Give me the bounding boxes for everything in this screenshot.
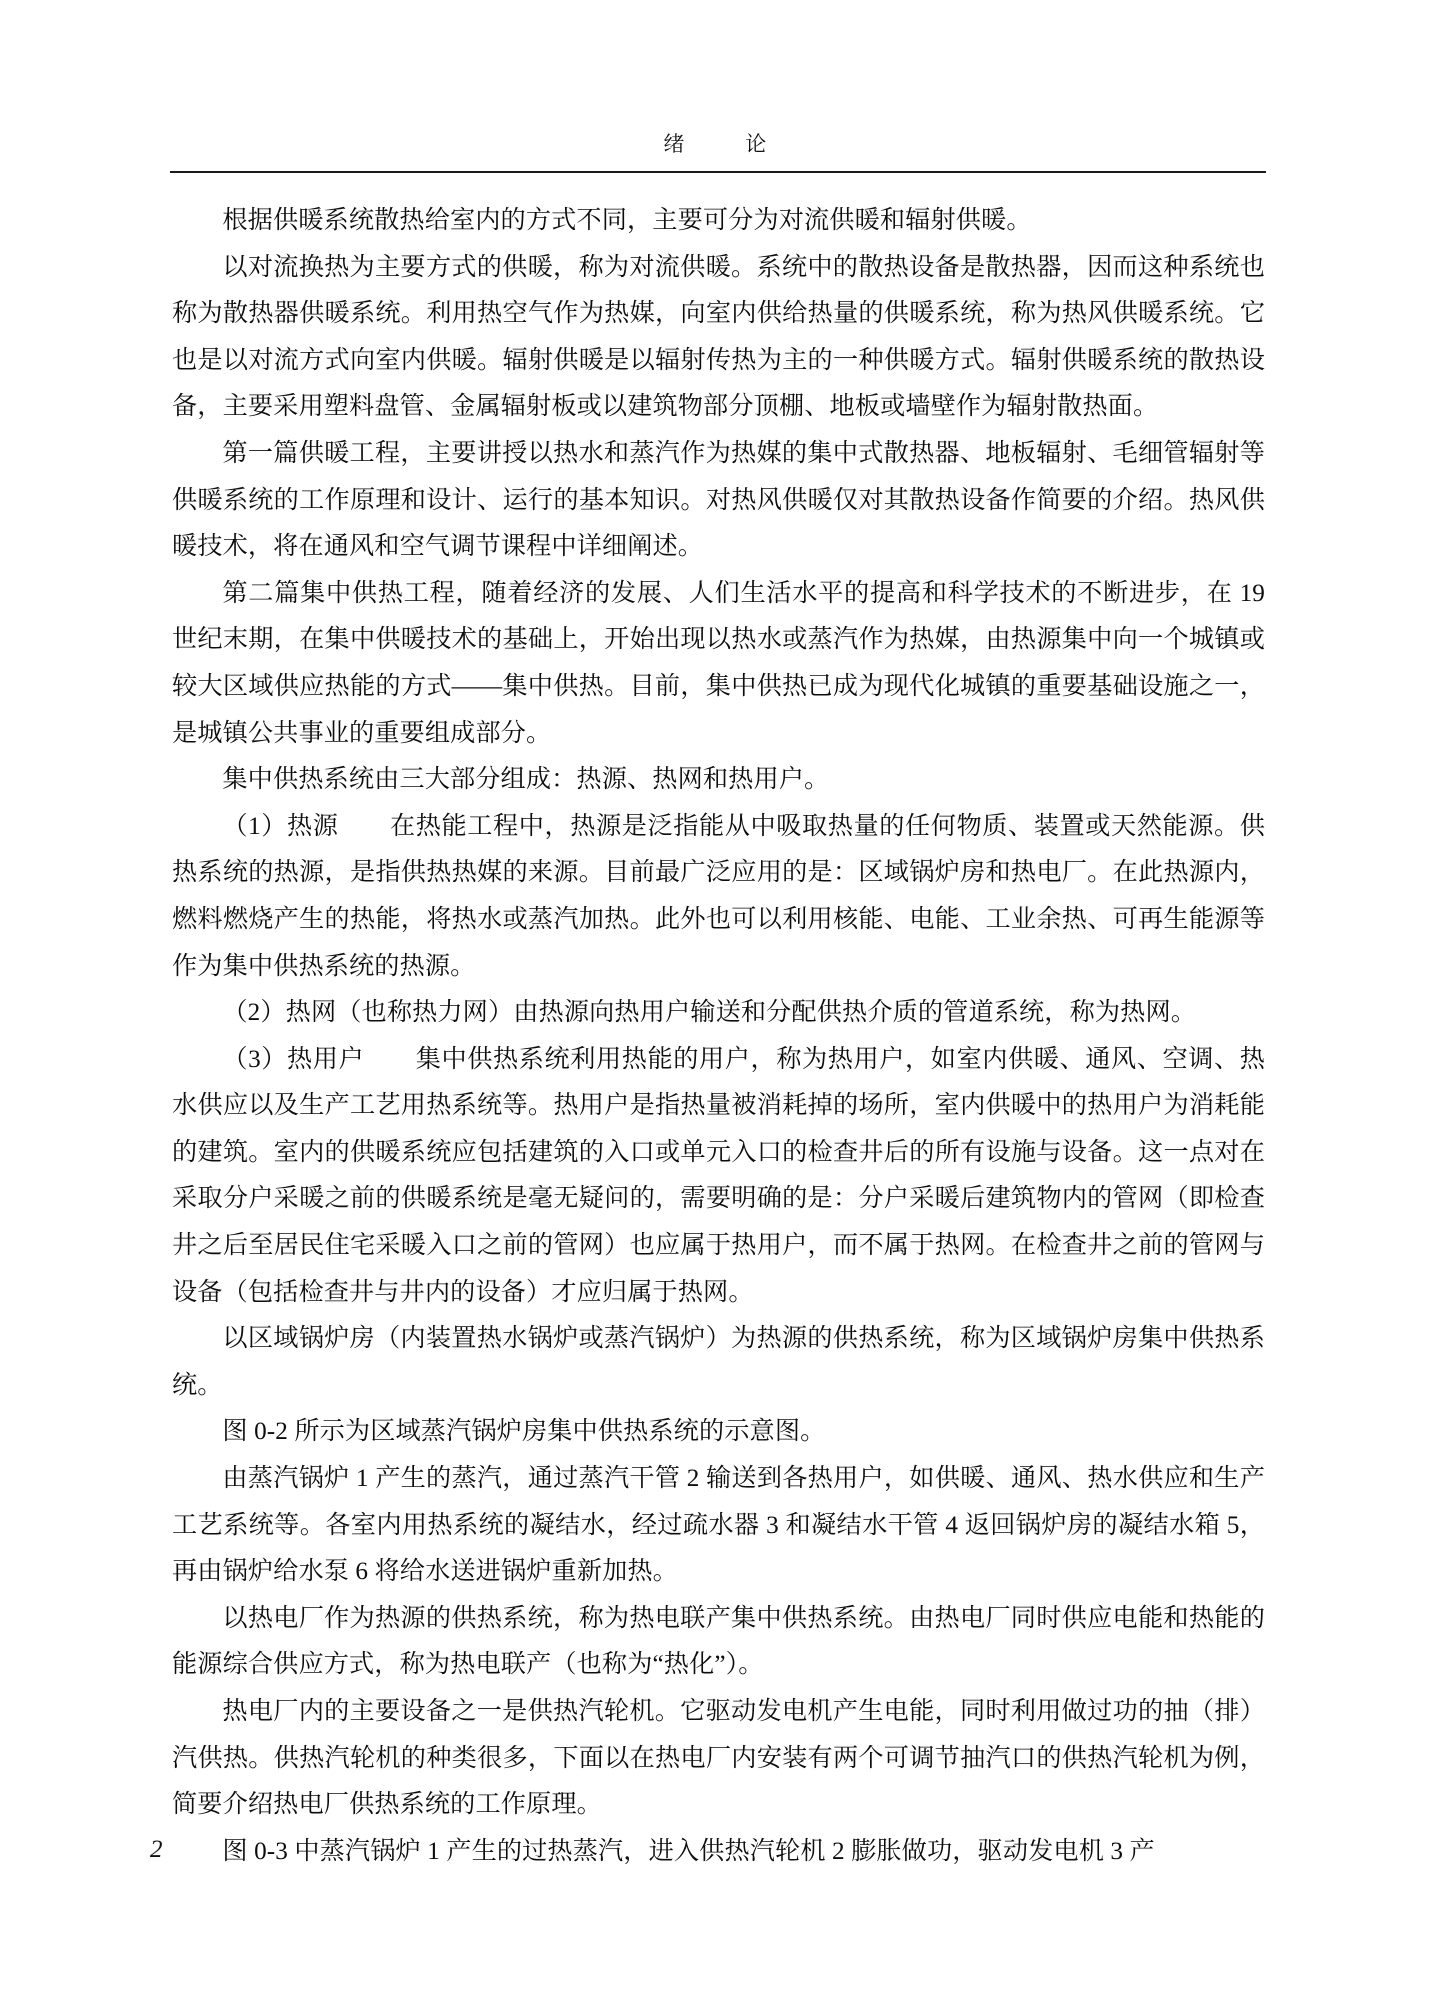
paragraph-2: 以对流换热为主要方式的供暖，称为对流供暖。系统中的散热设备是散热器，因而这种系统也称为散热器供暖系统。利用热空气作为热媒，向室内供给热量的供暖系统，称为热风供暖系统。它也是以对流方式向室内供暖。辐射供暖是以辐射传热为主的一种供暖方式。辐射供暖系统的散热设备，主要采用塑料盘管、金属辐射板或以建筑物部分顶棚、地板或墙壁作为辐射散热面。 — [172, 253, 1265, 421]
body-text-column — [172, 198, 1265, 1875]
paragraph-3: 第一篇供暖工程，主要讲授以热水和蒸汽作为热媒的集中式散热器、地板辐射、毛细管辐射等供暖系统的工作原理和设计、运行的基本知识。对热风供暖仅对其散热设备作简要的介绍。热风供暖技术，将在通风和空气调节课程中详细阐述。 — [172, 439, 1265, 561]
paragraph-4: 第二篇集中供热工程，随着经济的发展、人们生活水平的提高和科学技术的不断进步，在 19 世纪末期，在集中供暖技术的基础上，开始出现以热水或蒸汽作为热媒，由热源集中向一个城镇或较大区域供应热能的方式——集中供热。目前，集中供热已成为现代化城镇的重要基础设施之一，是城镇公共事业的重要组成部分。 — [172, 579, 1265, 747]
paragraph-13: 热电厂内的主要设备之一是供热汽轮机。它驱动发电机产生电能，同时利用做过功的抽（排）汽供热。供热汽轮机的种类很多，下面以在热电厂内安装有两个可调节抽汽口的供热汽轮机为例，简要介绍热电厂供热系统的工作原理。 — [172, 1698, 1265, 1819]
paragraph-9: 以区域锅炉房（内装置热水锅炉或蒸汽锅炉）为热源的供热系统，称为区域锅炉房集中供热系统。 — [172, 1325, 1265, 1399]
paragraph-12: 以热电厂作为热源的供热系统，称为热电联产集中供热系统。由热电厂同时供应电能和热能的能源综合供应方式，称为热电联产（也称为“热化”）。 — [172, 1604, 1265, 1679]
paragraph-11: 由蒸汽锅炉 1 产生的蒸汽，通过蒸汽干管 2 输送到各热用户，如供暖、通风、热水供应和生产工艺系统等。各室内用热系统的凝结水，经过疏水器 3 和凝结水干管 4 返回锅炉房的凝结水箱 5，再由锅炉给水泵 6 将给水送进锅炉重新加热。 — [172, 1465, 1265, 1586]
paragraph-7-heat-network: （2）热网（也称热力网）由热源向热用户输送和分配供热介质的管道系统，称为热网。 — [222, 999, 1197, 1027]
paragraph-5: 集中供热系统由三大部分组成：热源、热网和热用户。 — [222, 766, 830, 794]
running-header — [170, 132, 1266, 173]
paragraph-10-figure-0-2: 图 0-2 所示为区域蒸汽锅炉房集中供热系统的示意图。 — [222, 1418, 826, 1446]
paragraph-6-heat-source: （1）热源 在热能工程中，热源是泛指能从中吸取热量的任何物质、装置或天然能源。供热系统的热源，是指供热热媒的来源。目前最广泛应用的是：区域锅炉房和热电厂。在此热源内，燃料燃烧产生的热能，将热水或蒸汽加热。此外也可以利用核能、电能、工业余热、可再生能源等作为集中供热系统的热源。 — [172, 812, 1265, 980]
header-rule — [170, 171, 1266, 173]
header-title: 绪 论 — [663, 132, 773, 156]
page-number: 2 — [150, 1836, 163, 1863]
paragraph-8-heat-consumer: （3）热用户 集中供热系统利用热能的用户，称为热用户，如室内供暖、通风、空调、热水供应以及生产工艺用热系统等。热用户是指热量被消耗掉的场所，室内供暖中的热用户为消耗能的建筑。室内的供暖系统应包括建筑的入口或单元入口的检查井后的所有设施与设备。这一点对在采取分户采暖之前的供暖系统是毫无疑问的，需要明确的是：分户采暖后建筑物内的管网（即检查井之后至居民住宅采暖入口之前的管网）也应属于热用户，而不属于热网。在检查井之前的管网与设备（包括检查井与井内的设备）才应归属于热网。 — [172, 1045, 1265, 1306]
paragraph-14-figure-0-3: 图 0-3 中蒸汽锅炉 1 产生的过热蒸汽，进入供热汽轮机 2 膨胀做功，驱动发电机 3 产 — [222, 1837, 1155, 1865]
paragraph-1: 根据供暖系统散热给室内的方式不同，主要可分为对流供暖和辐射供暖。 — [222, 207, 1032, 234]
